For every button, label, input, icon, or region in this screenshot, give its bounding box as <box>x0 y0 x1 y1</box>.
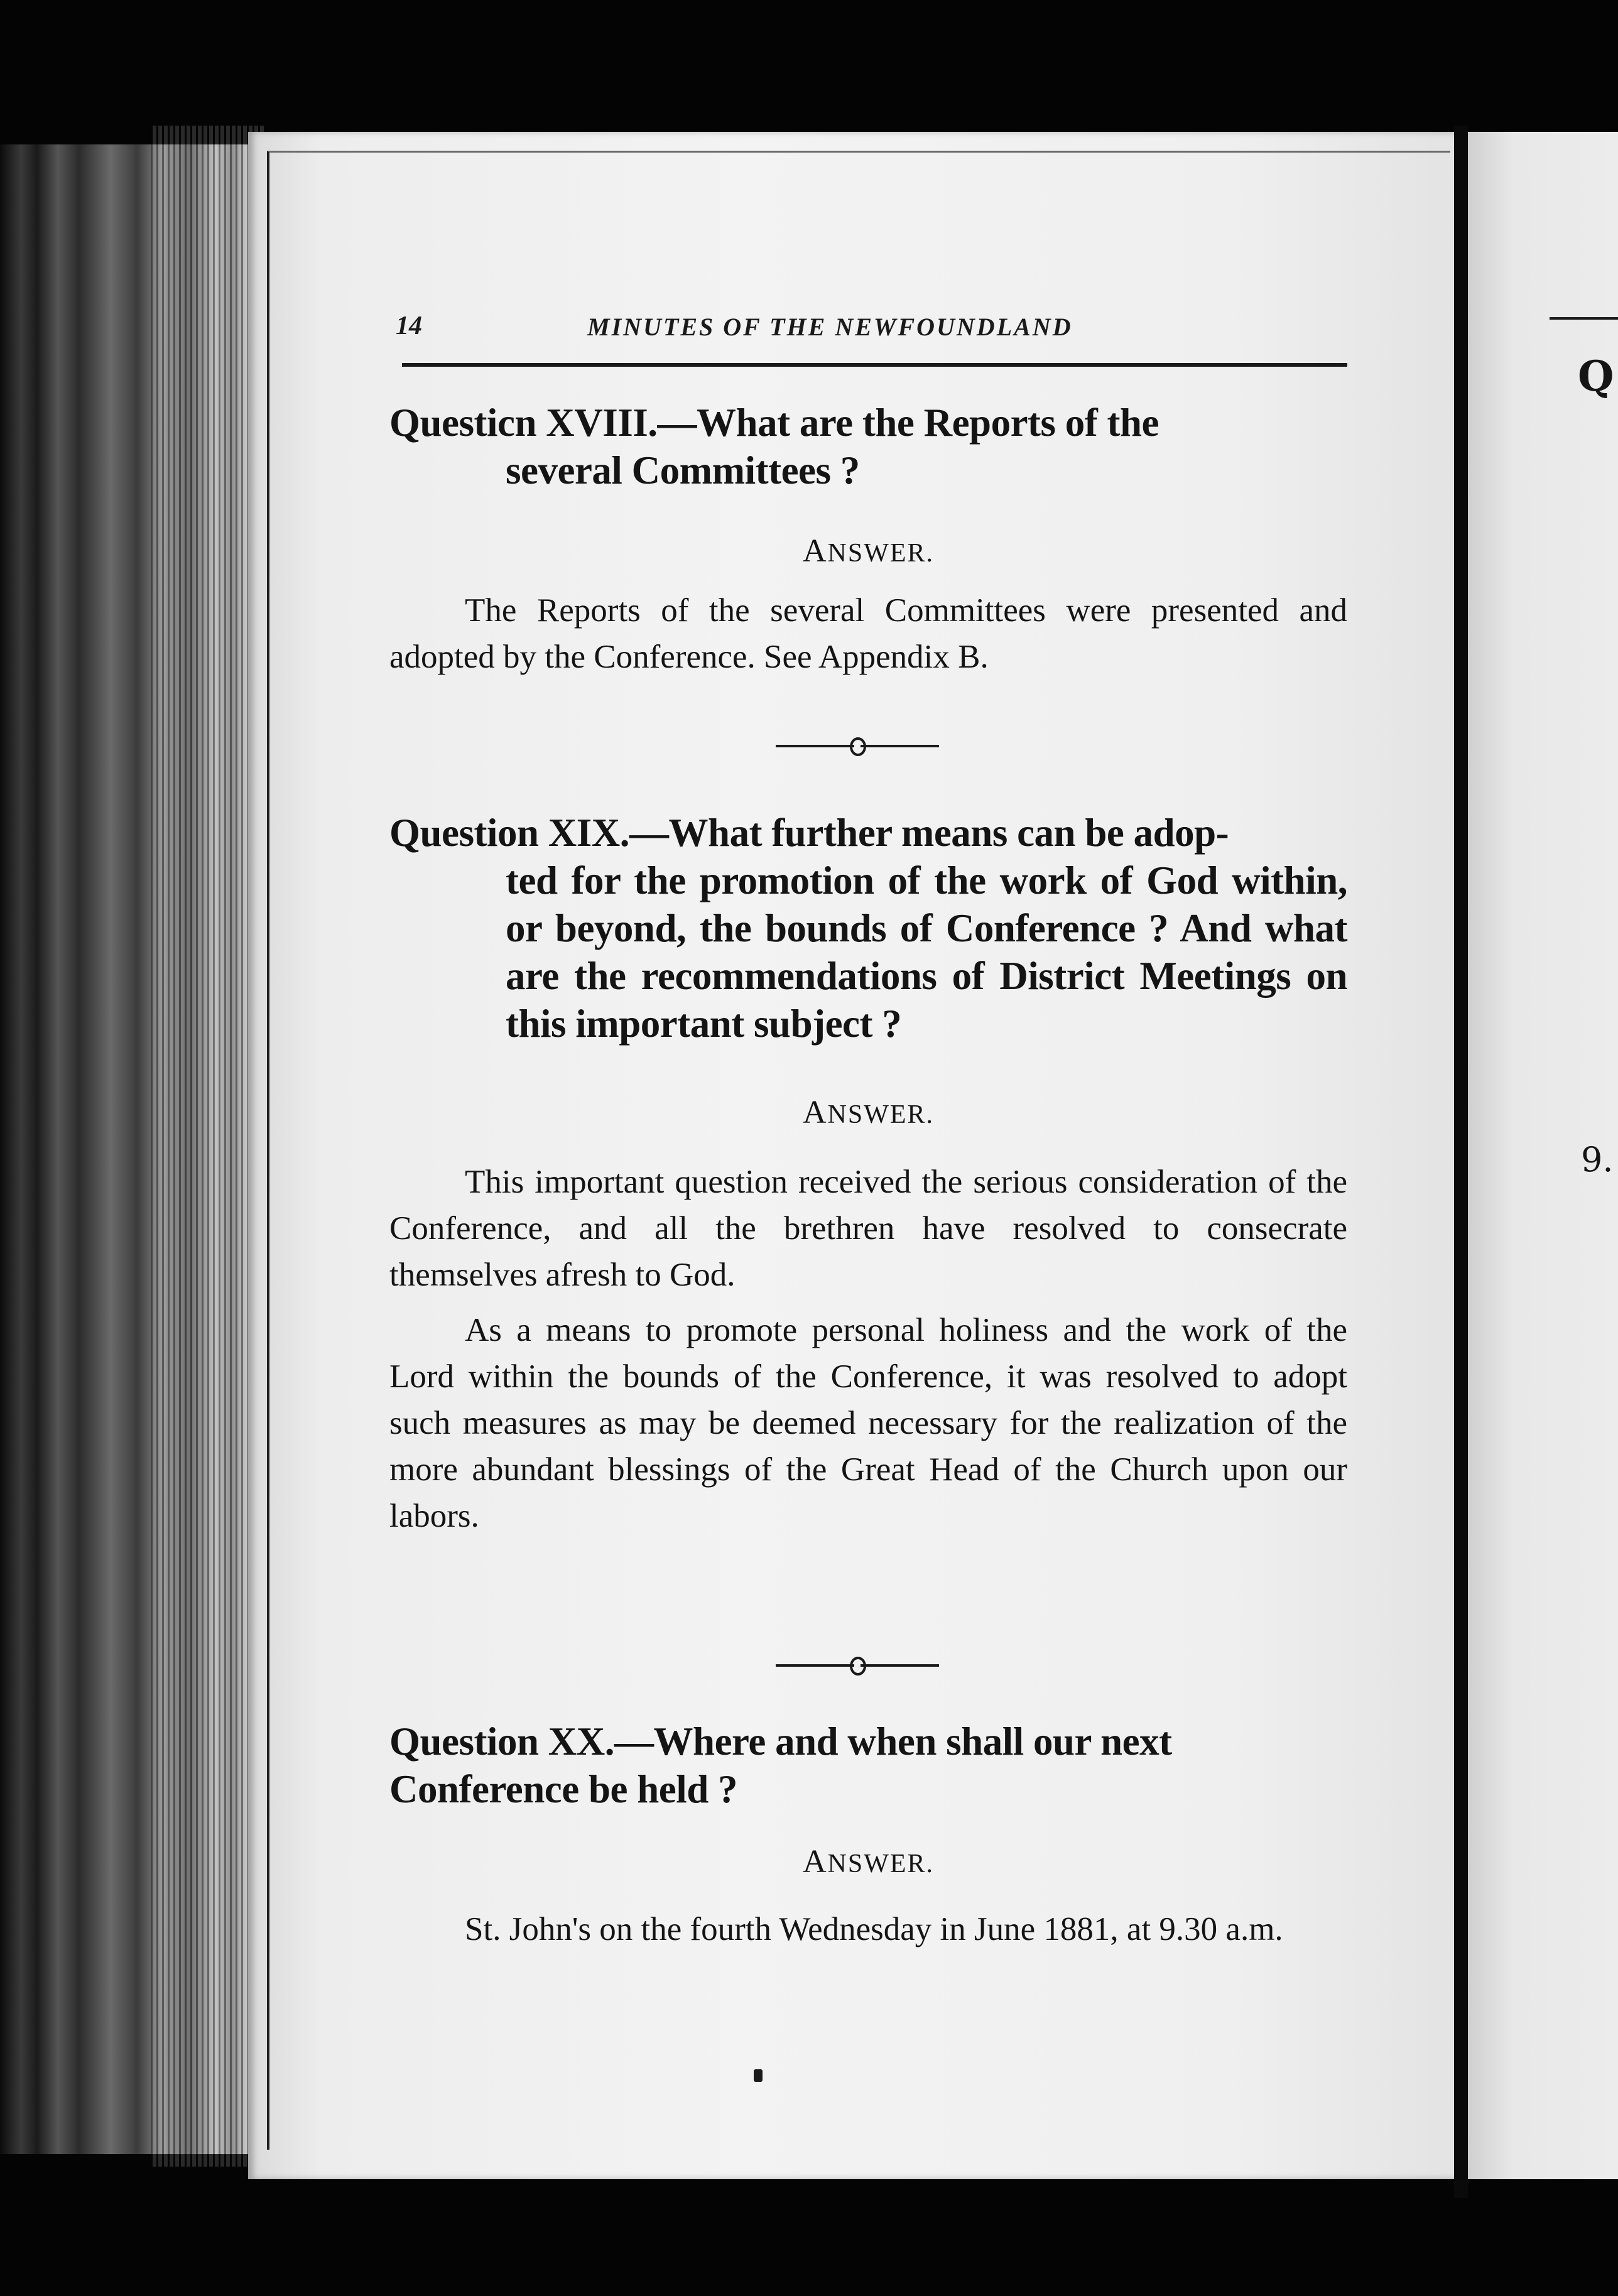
next-page <box>1468 132 1618 2179</box>
running-head <box>386 311 1354 349</box>
question-18-cont: several Committees ? <box>506 448 860 492</box>
question-20 <box>389 1718 1347 1813</box>
gutter <box>1454 126 1468 2198</box>
question-20-cont: Conference be held ? <box>389 1767 738 1811</box>
question-19-cont: ted for the promotion of the work of God within, or beyond, the bounds of Conference ? And what are the recommendations of District Meetings on this important subject ? <box>506 858 1347 1046</box>
answer-label-20: ANSWER. <box>802 1844 935 1880</box>
question-19 <box>389 809 1347 1048</box>
question-18-lead: Questicn XVIII.—What are the Reports of the <box>389 401 1159 445</box>
answer-19-paragraph-2: As a means to promote personal holiness and the work of the Lord within the bounds of the Conference, it was resolved to adopt such measures as may be deemed necessary for the realization of the more abundant blessings of the Great Head of the Church upon our labors. <box>389 1312 1347 1534</box>
answer-label-18: ANSWER. <box>802 533 935 569</box>
answer-18 <box>389 587 1347 680</box>
answer-19-paragraph-1: This important question received the serious consideration of the Conference, and all the brethren have resolved to consecrate themselves afresh to God. <box>389 1164 1347 1293</box>
answer-label-19: ANSWER. <box>802 1095 935 1130</box>
answer-18-paragraph: The Reports of the several Committees were presented and adopted by the Conference. See Appendix B. <box>389 592 1347 675</box>
separator <box>763 734 952 759</box>
page-number: 14 <box>396 311 422 340</box>
page-edges <box>151 126 264 2167</box>
head-rule <box>402 363 1347 367</box>
next-page-fragment-number: 9. <box>1581 1140 1614 1179</box>
separator <box>763 1653 952 1678</box>
running-title: MINUTES OF THE NEWFOUNDLAND <box>587 313 1073 341</box>
answer-20 <box>389 1906 1347 1952</box>
next-page-fragment-top: Q <box>1578 352 1614 401</box>
answer-20-paragraph: St. John's on the fourth Wednesday in June 1881, at 9.30 a.m. <box>465 1911 1283 1947</box>
question-19-lead: Question XIX.—What further means can be adop- <box>389 811 1229 855</box>
answer-19 <box>389 1159 1347 1539</box>
question-20-lead: Question XX.—Where and when shall our next <box>389 1719 1172 1763</box>
next-page-rule <box>1550 317 1618 320</box>
question-18 <box>389 399 1347 494</box>
ink-mark <box>754 2069 763 2082</box>
